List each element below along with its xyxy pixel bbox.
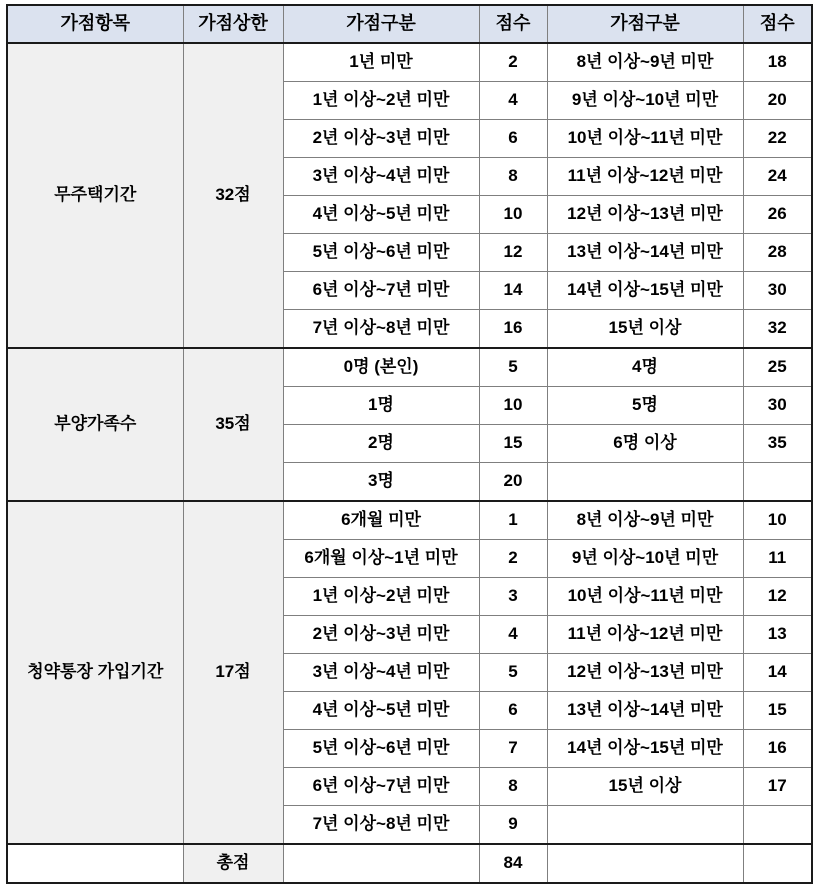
points-cell: 11: [743, 540, 812, 578]
header-item: 가점항목: [7, 5, 183, 43]
range-cell: 4년 이상~5년 미만: [283, 692, 479, 730]
points-cell: 17: [743, 768, 812, 806]
points-cell: 20: [743, 82, 812, 120]
points-cell: 14: [479, 272, 547, 310]
range-cell: 15년 이상: [547, 768, 743, 806]
range-cell: 0명 (본인): [283, 348, 479, 387]
points-cell: 10: [743, 501, 812, 540]
total-blank-points-2: [743, 844, 812, 883]
points-cell: 6: [479, 120, 547, 158]
points-cell: 8: [479, 768, 547, 806]
range-cell: 13년 이상~14년 미만: [547, 692, 743, 730]
points-cell: 9: [479, 806, 547, 845]
range-cell: 6년 이상~7년 미만: [283, 768, 479, 806]
range-cell: 12년 이상~13년 미만: [547, 654, 743, 692]
range-cell: 7년 이상~8년 미만: [283, 310, 479, 349]
points-cell: 7: [479, 730, 547, 768]
range-cell: 1년 이상~2년 미만: [283, 82, 479, 120]
header-row: [7, 5, 812, 43]
header-max: 가점상한: [183, 5, 283, 43]
range-cell: 4명: [547, 348, 743, 387]
group-name-1: 부양가족수: [7, 348, 183, 501]
points-cell: 10: [479, 196, 547, 234]
housing-subscription-score-table: [6, 4, 813, 884]
points-cell: 20: [479, 463, 547, 502]
range-cell: 14년 이상~15년 미만: [547, 272, 743, 310]
group-max-1: 35점: [183, 348, 283, 501]
group-max-0: 32점: [183, 43, 283, 348]
total-value: 84: [479, 844, 547, 883]
total-label: 총점: [183, 844, 283, 883]
range-cell: 11년 이상~12년 미만: [547, 158, 743, 196]
points-cell: 5: [479, 654, 547, 692]
points-cell: 15: [743, 692, 812, 730]
total-blank-left: [7, 844, 183, 883]
range-cell: 6개월 이상~1년 미만: [283, 540, 479, 578]
range-cell: 3년 이상~4년 미만: [283, 158, 479, 196]
points-cell: 12: [479, 234, 547, 272]
range-cell: 1년 이상~2년 미만: [283, 578, 479, 616]
header-range-1: 가점구분: [283, 5, 479, 43]
points-cell: 2: [479, 43, 547, 82]
group-name-0: 무주택기간: [7, 43, 183, 348]
range-cell: 5년 이상~6년 미만: [283, 730, 479, 768]
range-cell: 7년 이상~8년 미만: [283, 806, 479, 845]
range-cell: 2명: [283, 425, 479, 463]
points-cell: 22: [743, 120, 812, 158]
range-cell: 1명: [283, 387, 479, 425]
points-cell: 14: [743, 654, 812, 692]
range-cell: 5년 이상~6년 미만: [283, 234, 479, 272]
points-cell: 18: [743, 43, 812, 82]
range-cell: 14년 이상~15년 미만: [547, 730, 743, 768]
range-cell: 15년 이상: [547, 310, 743, 349]
points-cell: 2: [479, 540, 547, 578]
range-cell: 8년 이상~9년 미만: [547, 501, 743, 540]
points-cell: 35: [743, 425, 812, 463]
points-cell: 12: [743, 578, 812, 616]
range-cell: 9년 이상~10년 미만: [547, 82, 743, 120]
table-body: [7, 43, 812, 883]
points-cell: 8: [479, 158, 547, 196]
total-blank-range-2: [547, 844, 743, 883]
table-row: [7, 43, 812, 82]
header-range-2: 가점구분: [547, 5, 743, 43]
points-cell: 1: [479, 501, 547, 540]
range-cell: 3명: [283, 463, 479, 502]
range-cell: 1년 미만: [283, 43, 479, 82]
range-cell: 6년 이상~7년 미만: [283, 272, 479, 310]
points-cell: 10: [479, 387, 547, 425]
points-cell: 28: [743, 234, 812, 272]
range-cell: 5명: [547, 387, 743, 425]
range-cell-empty: [547, 463, 743, 502]
total-blank-range-1: [283, 844, 479, 883]
range-cell: 12년 이상~13년 미만: [547, 196, 743, 234]
header-points-1: 점수: [479, 5, 547, 43]
table-row: [7, 348, 812, 387]
range-cell: 10년 이상~11년 미만: [547, 120, 743, 158]
group-name-2: 청약통장 가입기간: [7, 501, 183, 844]
table-header: [7, 5, 812, 43]
points-cell: 15: [479, 425, 547, 463]
range-cell: 2년 이상~3년 미만: [283, 616, 479, 654]
points-cell: 30: [743, 387, 812, 425]
points-cell: 16: [479, 310, 547, 349]
points-cell: 26: [743, 196, 812, 234]
points-cell: 32: [743, 310, 812, 349]
range-cell: 9년 이상~10년 미만: [547, 540, 743, 578]
range-cell-empty: [547, 806, 743, 845]
range-cell: 2년 이상~3년 미만: [283, 120, 479, 158]
points-cell: 25: [743, 348, 812, 387]
points-cell: 16: [743, 730, 812, 768]
points-cell-empty: [743, 463, 812, 502]
range-cell: 6명 이상: [547, 425, 743, 463]
points-cell: 24: [743, 158, 812, 196]
range-cell: 3년 이상~4년 미만: [283, 654, 479, 692]
points-cell: 13: [743, 616, 812, 654]
points-cell: 30: [743, 272, 812, 310]
points-cell-empty: [743, 806, 812, 845]
range-cell: 4년 이상~5년 미만: [283, 196, 479, 234]
header-points-2: 점수: [743, 5, 812, 43]
table-row: [7, 501, 812, 540]
points-cell: 3: [479, 578, 547, 616]
range-cell: 8년 이상~9년 미만: [547, 43, 743, 82]
points-cell: 6: [479, 692, 547, 730]
range-cell: 11년 이상~12년 미만: [547, 616, 743, 654]
group-max-2: 17점: [183, 501, 283, 844]
points-cell: 4: [479, 616, 547, 654]
range-cell: 13년 이상~14년 미만: [547, 234, 743, 272]
points-cell: 5: [479, 348, 547, 387]
range-cell: 10년 이상~11년 미만: [547, 578, 743, 616]
points-cell: 4: [479, 82, 547, 120]
total-row: [7, 844, 812, 883]
range-cell: 6개월 미만: [283, 501, 479, 540]
